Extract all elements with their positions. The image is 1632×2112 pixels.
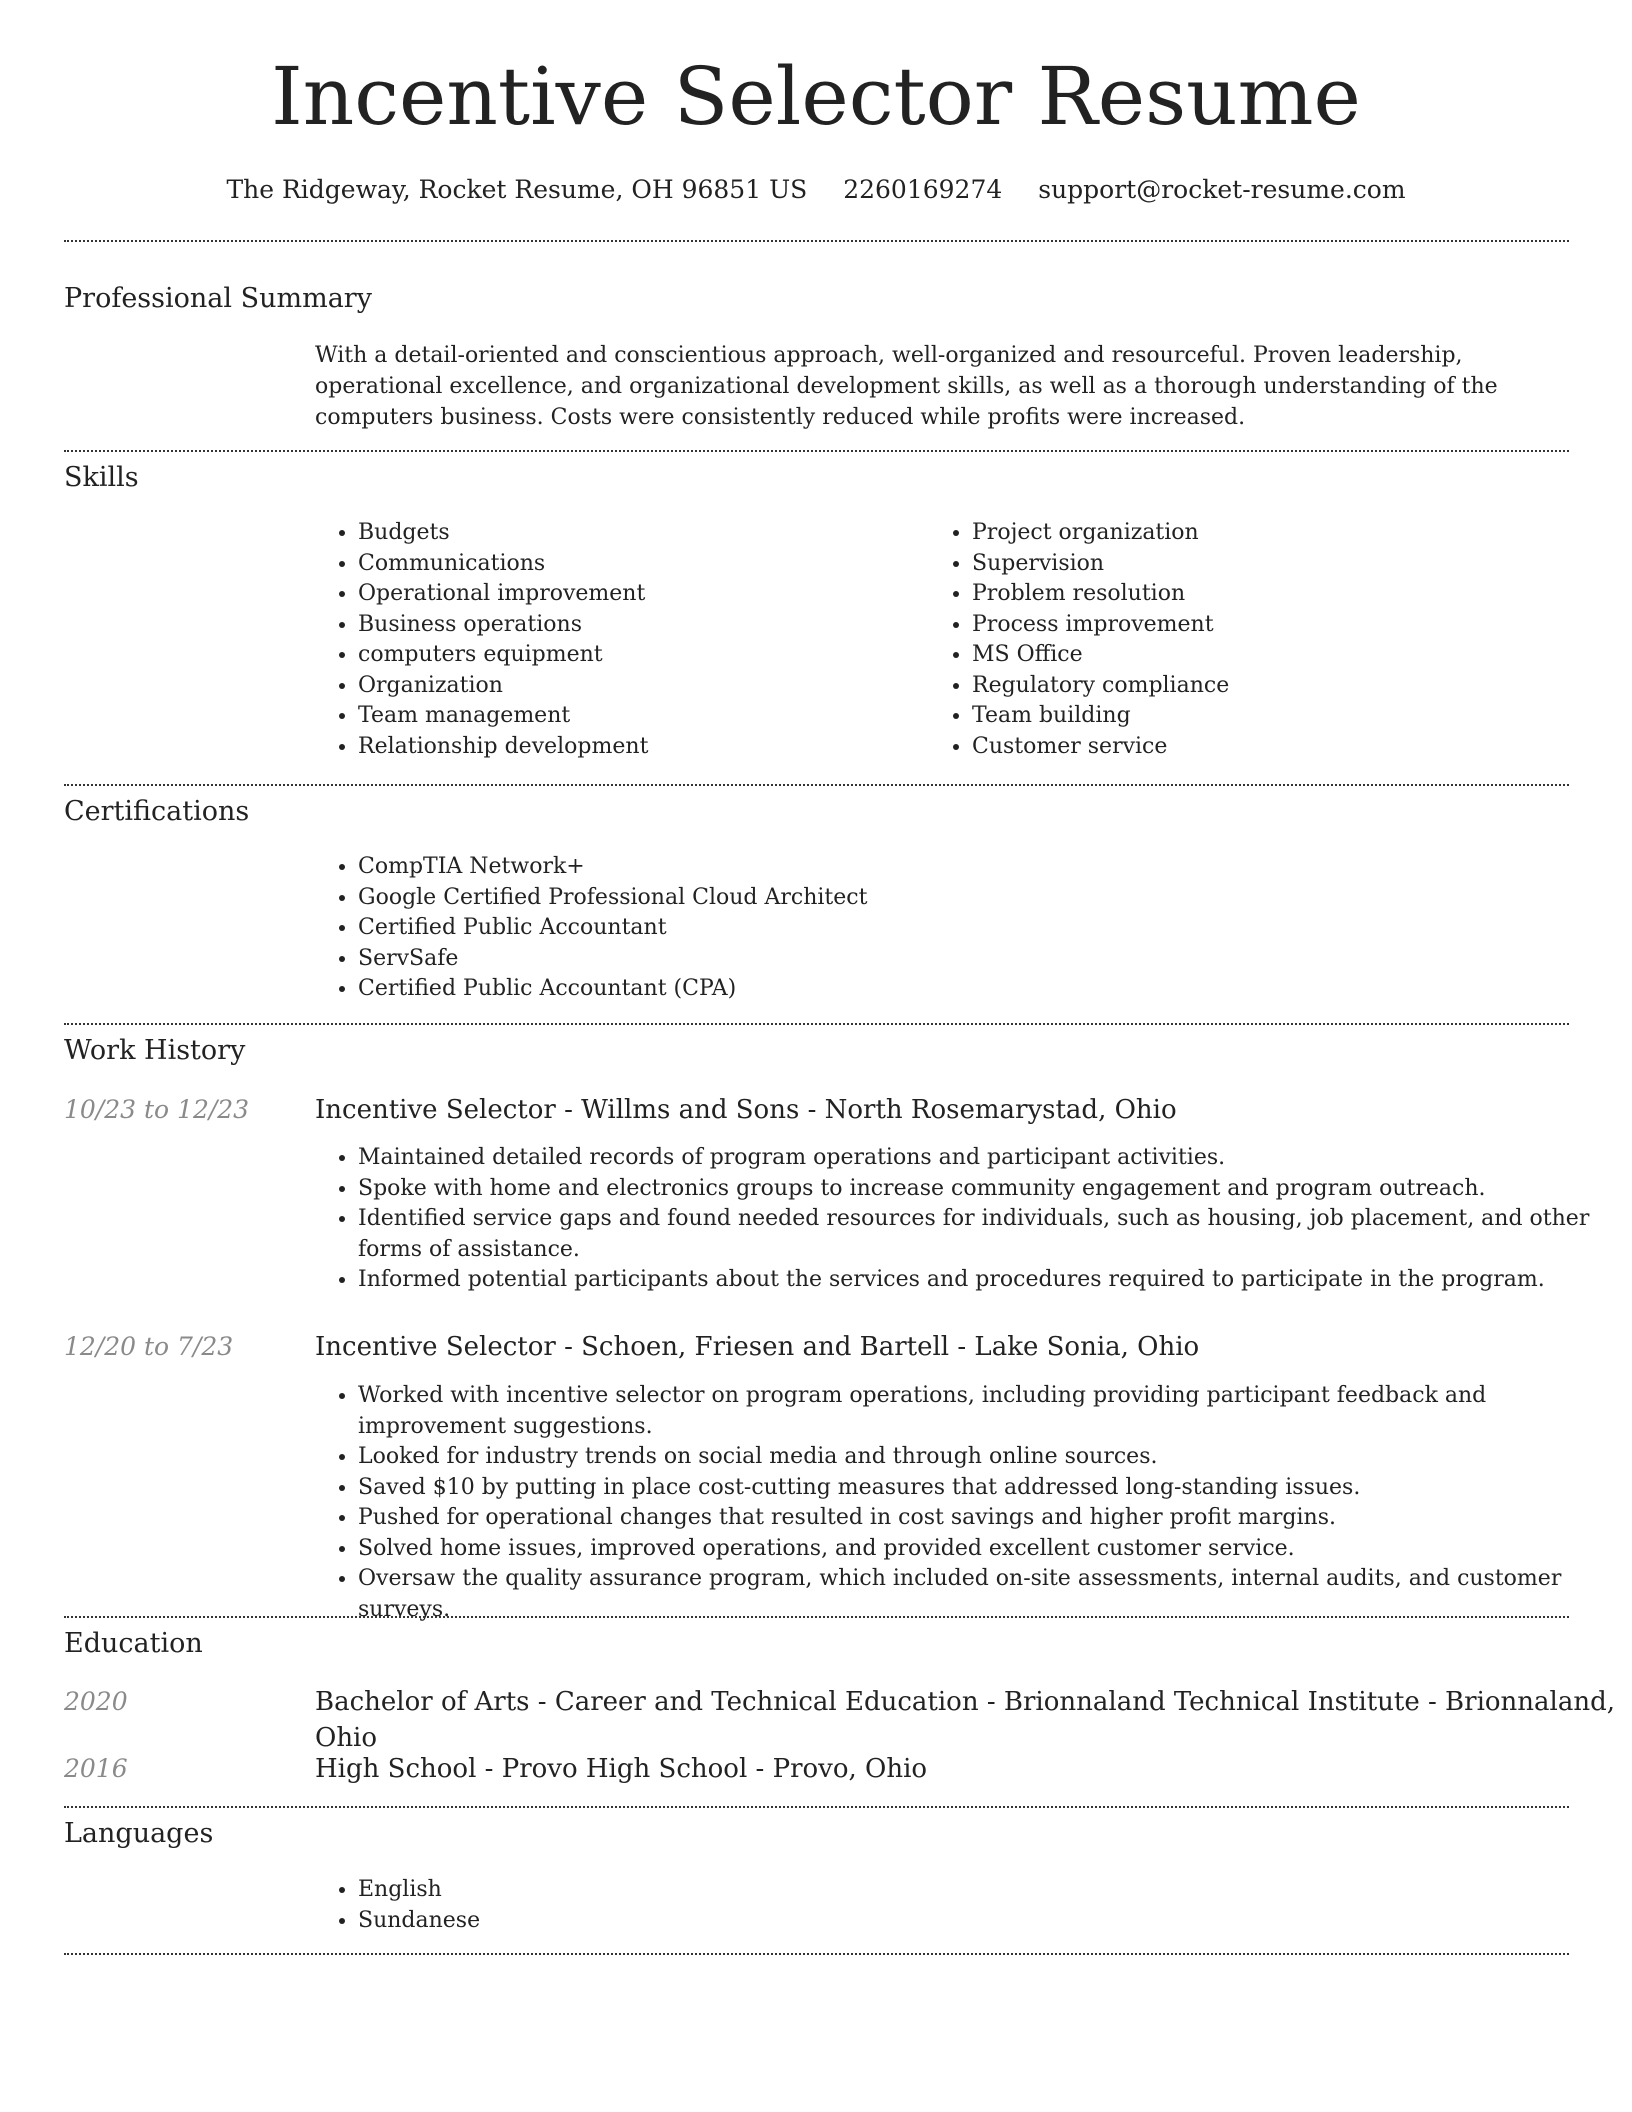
- contact-email: support@rocket-resume.com: [1038, 175, 1406, 204]
- list-item: • Maintained detailed records of program operations and participant activities.: [358, 1143, 1608, 1174]
- list-item: • Process improvement: [972, 610, 1532, 641]
- list-item: • Certified Public Accountant (CPA): [358, 974, 1558, 1005]
- languages-list: [314, 1875, 958, 1936]
- resume-title: Incentive Selector Resume: [271, 50, 1361, 143]
- skills-list-right: [928, 518, 1532, 762]
- education-year: 2020: [64, 1687, 128, 1716]
- list-item: • Spoke with home and electronics groups to increase community engagement and program outreach.: [358, 1174, 1608, 1205]
- education-year: 2016: [64, 1754, 128, 1783]
- list-item: • Communications: [358, 549, 918, 580]
- divider: [64, 1616, 1569, 1618]
- job-title: Incentive Selector - Willms and Sons - North Rosemarystad, Ohio: [315, 1095, 1177, 1125]
- divider: [64, 240, 1569, 242]
- contact-phone: 2260169274: [843, 175, 1003, 204]
- divider: [64, 1023, 1569, 1025]
- job-dates: 10/23 to 12/23: [64, 1095, 250, 1124]
- list-item: • ServSafe: [358, 944, 1558, 975]
- list-item: • Certified Public Accountant: [358, 913, 1558, 944]
- list-item: • Worked with incentive selector on program operations, including providing participant feedback and improvement suggestions.: [358, 1381, 1608, 1442]
- list-item: • Looked for industry trends on social media and through online sources.: [358, 1442, 1608, 1473]
- job-dates: 12/20 to 7/23: [64, 1332, 234, 1361]
- list-item: • Pushed for operational changes that resulted in cost savings and higher profit margins.: [358, 1503, 1608, 1534]
- divider: [64, 1806, 1569, 1808]
- list-item: • Oversaw the quality assurance program, which included on-site assessments, internal audits, and customer surveys.: [358, 1564, 1608, 1625]
- list-item: • computers equipment: [358, 640, 918, 671]
- skills-list-left: [314, 518, 918, 762]
- education-heading: Education: [64, 1628, 203, 1659]
- list-item: • Operational improvement: [358, 579, 918, 610]
- list-item: • Customer service: [972, 732, 1532, 763]
- list-item: • Sundanese: [358, 1906, 958, 1937]
- job-title: Incentive Selector - Schoen, Friesen and Bartell - Lake Sonia, Ohio: [315, 1332, 1200, 1362]
- education-degree: High School - Provo High School - Provo, Ohio: [315, 1754, 928, 1784]
- certifications-heading: Certifications: [64, 796, 250, 827]
- list-item: • Regulatory compliance: [972, 671, 1532, 702]
- list-item: • Supervision: [972, 549, 1532, 580]
- list-item: • Relationship development: [358, 732, 918, 763]
- work-heading: Work History: [64, 1035, 246, 1066]
- list-item: • Saved $10 by putting in place cost-cutting measures that addressed long-standing issues.: [358, 1473, 1608, 1504]
- list-item: • Team management: [358, 701, 918, 732]
- divider: [64, 1953, 1569, 1955]
- list-item: • Organization: [358, 671, 918, 702]
- list-item: • Google Certified Professional Cloud Architect: [358, 883, 1558, 914]
- skills-heading: Skills: [64, 462, 139, 493]
- education-degree: Bachelor of Arts - Career and Technical Education - Brionnaland Technical Institute - Brionnaland, Ohio: [315, 1687, 1615, 1753]
- contact-address: The Ridgeway, Rocket Resume, OH 96851 US: [226, 175, 808, 204]
- divider: [64, 784, 1569, 786]
- summary-heading: Professional Summary: [64, 283, 372, 314]
- list-item: • Problem resolution: [972, 579, 1532, 610]
- list-item: • Identified service gaps and found needed resources for individuals, such as housing, job placement, and other forms of assistance.: [358, 1204, 1608, 1265]
- list-item: • CompTIA Network+: [358, 852, 1558, 883]
- list-item: • Budgets: [358, 518, 918, 549]
- divider: [64, 450, 1569, 452]
- list-item: • Solved home issues, improved operations, and provided excellent customer service.: [358, 1534, 1608, 1565]
- list-item: • Business operations: [358, 610, 918, 641]
- list-item: • MS Office: [972, 640, 1532, 671]
- job-bullets: [314, 1381, 1608, 1625]
- job-bullets: [314, 1143, 1608, 1296]
- languages-heading: Languages: [64, 1818, 214, 1849]
- list-item: • Informed potential participants about the services and procedures required to participate in the program.: [358, 1265, 1608, 1296]
- certifications-list: [314, 852, 1558, 1005]
- list-item: • English: [358, 1875, 958, 1906]
- list-item: • Project organization: [972, 518, 1532, 549]
- contact-line: [0, 170, 1632, 210]
- list-item: • Team building: [972, 701, 1532, 732]
- summary-text: With a detail-oriented and conscientious approach, well-organized and resourceful. Proven leadership, operational excellence, and organizational development skills, as well as a thorough understanding of the computers business. Costs were consistently reduced while profits were increased.: [315, 343, 1498, 430]
